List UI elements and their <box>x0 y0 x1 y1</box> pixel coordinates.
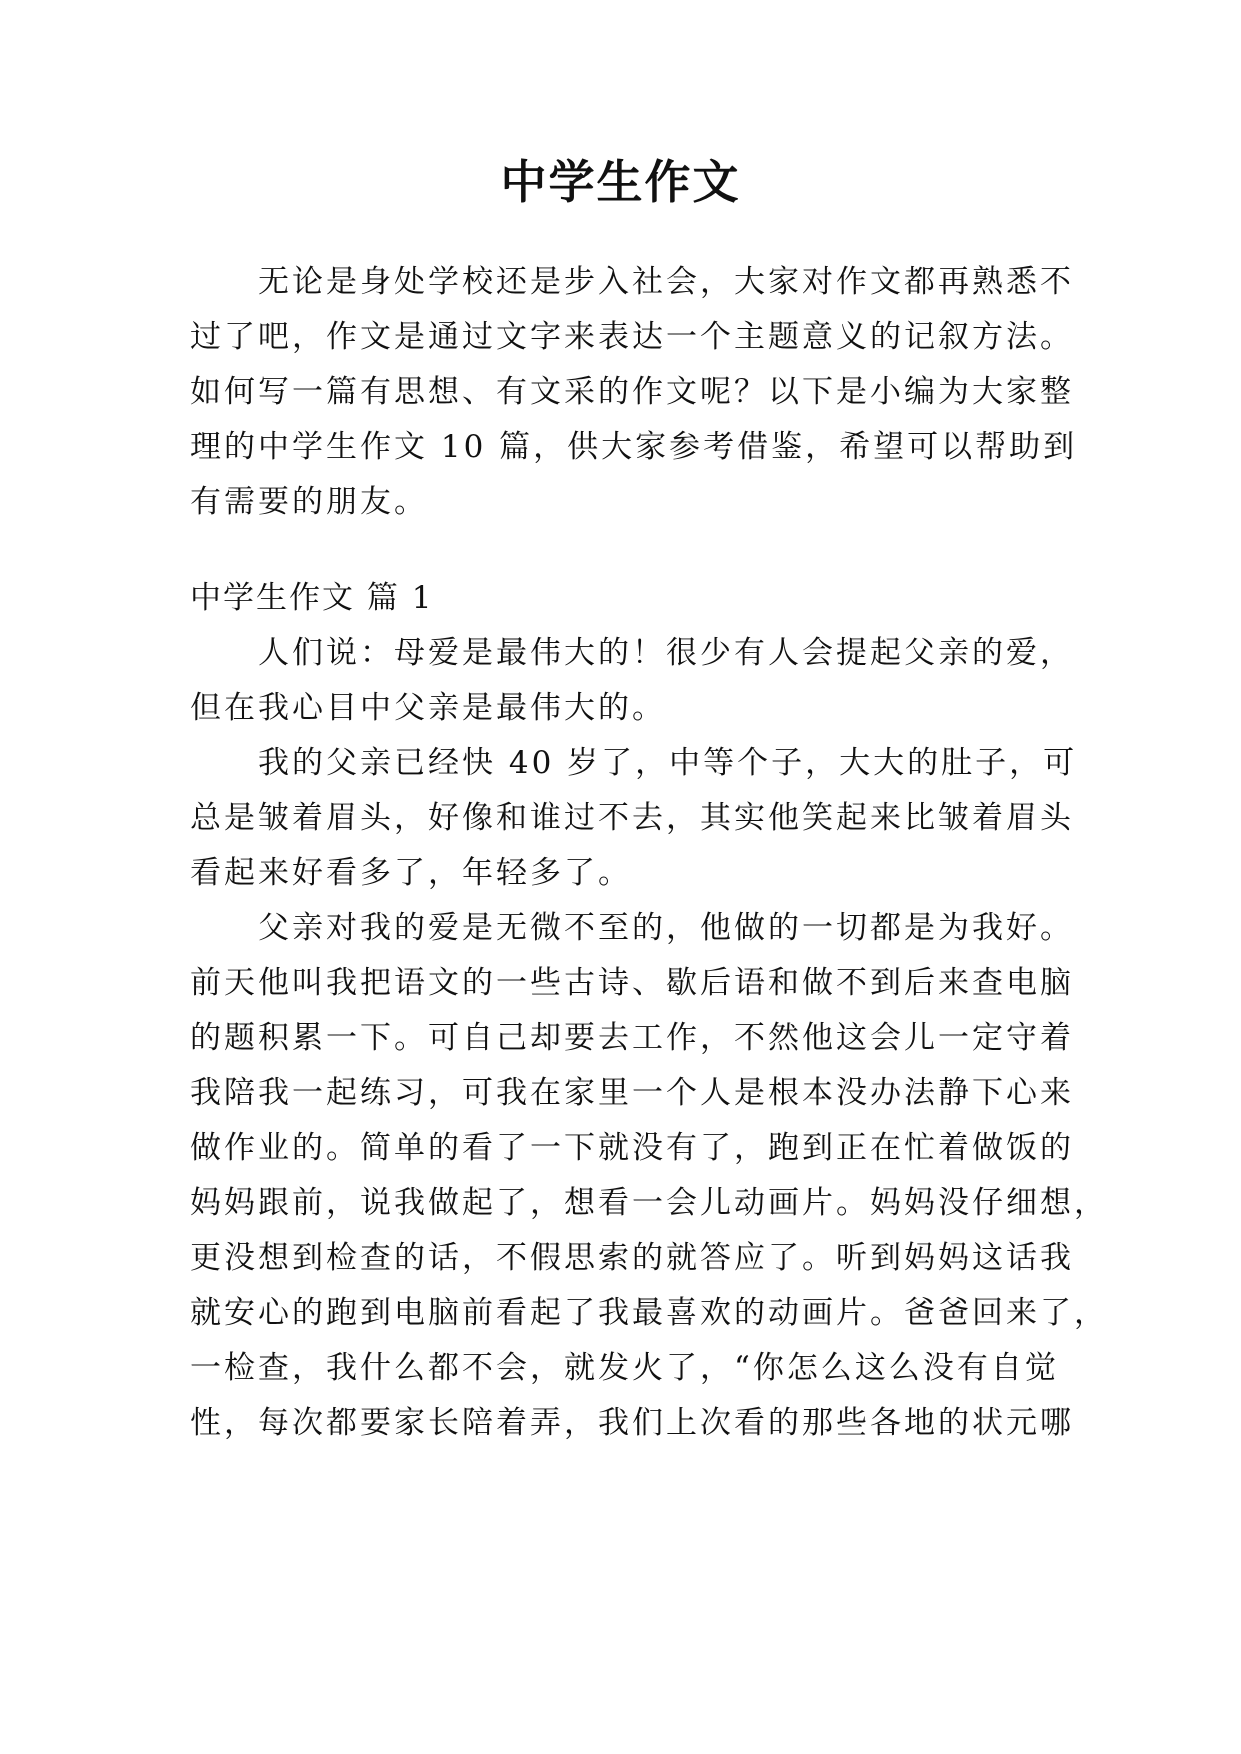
paragraph-line: 父亲对我的爱是无微不至的，他做的一切都是为我好。 <box>258 910 1074 946</box>
paragraph-line: 我陪我一起练习，可我在家里一个人是根本没办法静下心来 <box>190 1075 1074 1111</box>
intro-line: 理的中学生作文 10 篇，供大家参考借鉴，希望可以帮助到 <box>190 429 1078 465</box>
paragraph-line: 妈妈跟前，说我做起了，想看一会儿动画片。妈妈没仔细想， <box>190 1185 1108 1221</box>
paragraph-line: 但在我心目中父亲是最伟大的。 <box>190 690 666 726</box>
paragraph-line: 总是皱着眉头，好像和谁过不去，其实他笑起来比皱着眉头 <box>190 800 1074 836</box>
paragraph-line: 前天他叫我把语文的一些古诗、歇后语和做不到后来查电脑 <box>190 965 1074 1001</box>
paragraph-line: 性，每次都要家长陪着弄，我们上次看的那些各地的状元哪 <box>190 1405 1074 1441</box>
paragraph-line: 一检查，我什么都不会，就发火了，“你怎么这么没有自觉 <box>190 1350 1059 1386</box>
section-heading: 中学生作文 篇 1 <box>190 580 434 616</box>
intro-line: 过了吧，作文是通过文字来表达一个主题意义的记叙方法。 <box>190 319 1074 355</box>
intro-line: 如何写一篇有思想、有文采的作文呢？以下是小编为大家整 <box>190 374 1074 410</box>
paragraph-line: 更没想到检查的话，不假思索的就答应了。听到妈妈这话我 <box>190 1240 1074 1276</box>
paragraph-line: 的题积累一下。可自己却要去工作，不然他这会儿一定守着 <box>190 1020 1074 1056</box>
paragraph-line: 看起来好看多了，年轻多了。 <box>190 855 632 891</box>
document-title: 中学生作文 <box>500 155 741 209</box>
paragraph-line: 人们说：母爱是最伟大的！很少有人会提起父亲的爱， <box>258 635 1074 671</box>
paragraph-line: 就安心的跑到电脑前看起了我最喜欢的动画片。爸爸回来了， <box>190 1295 1108 1331</box>
intro-line: 有需要的朋友。 <box>190 484 428 520</box>
intro-line: 无论是身处学校还是步入社会，大家对作文都再熟悉不 <box>258 264 1074 300</box>
paragraph-line: 我的父亲已经快 40 岁了，中等个子，大大的肚子，可 <box>258 745 1078 781</box>
paragraph-line: 做作业的。简单的看了一下就没有了，跑到正在忙着做饭的 <box>190 1130 1074 1166</box>
